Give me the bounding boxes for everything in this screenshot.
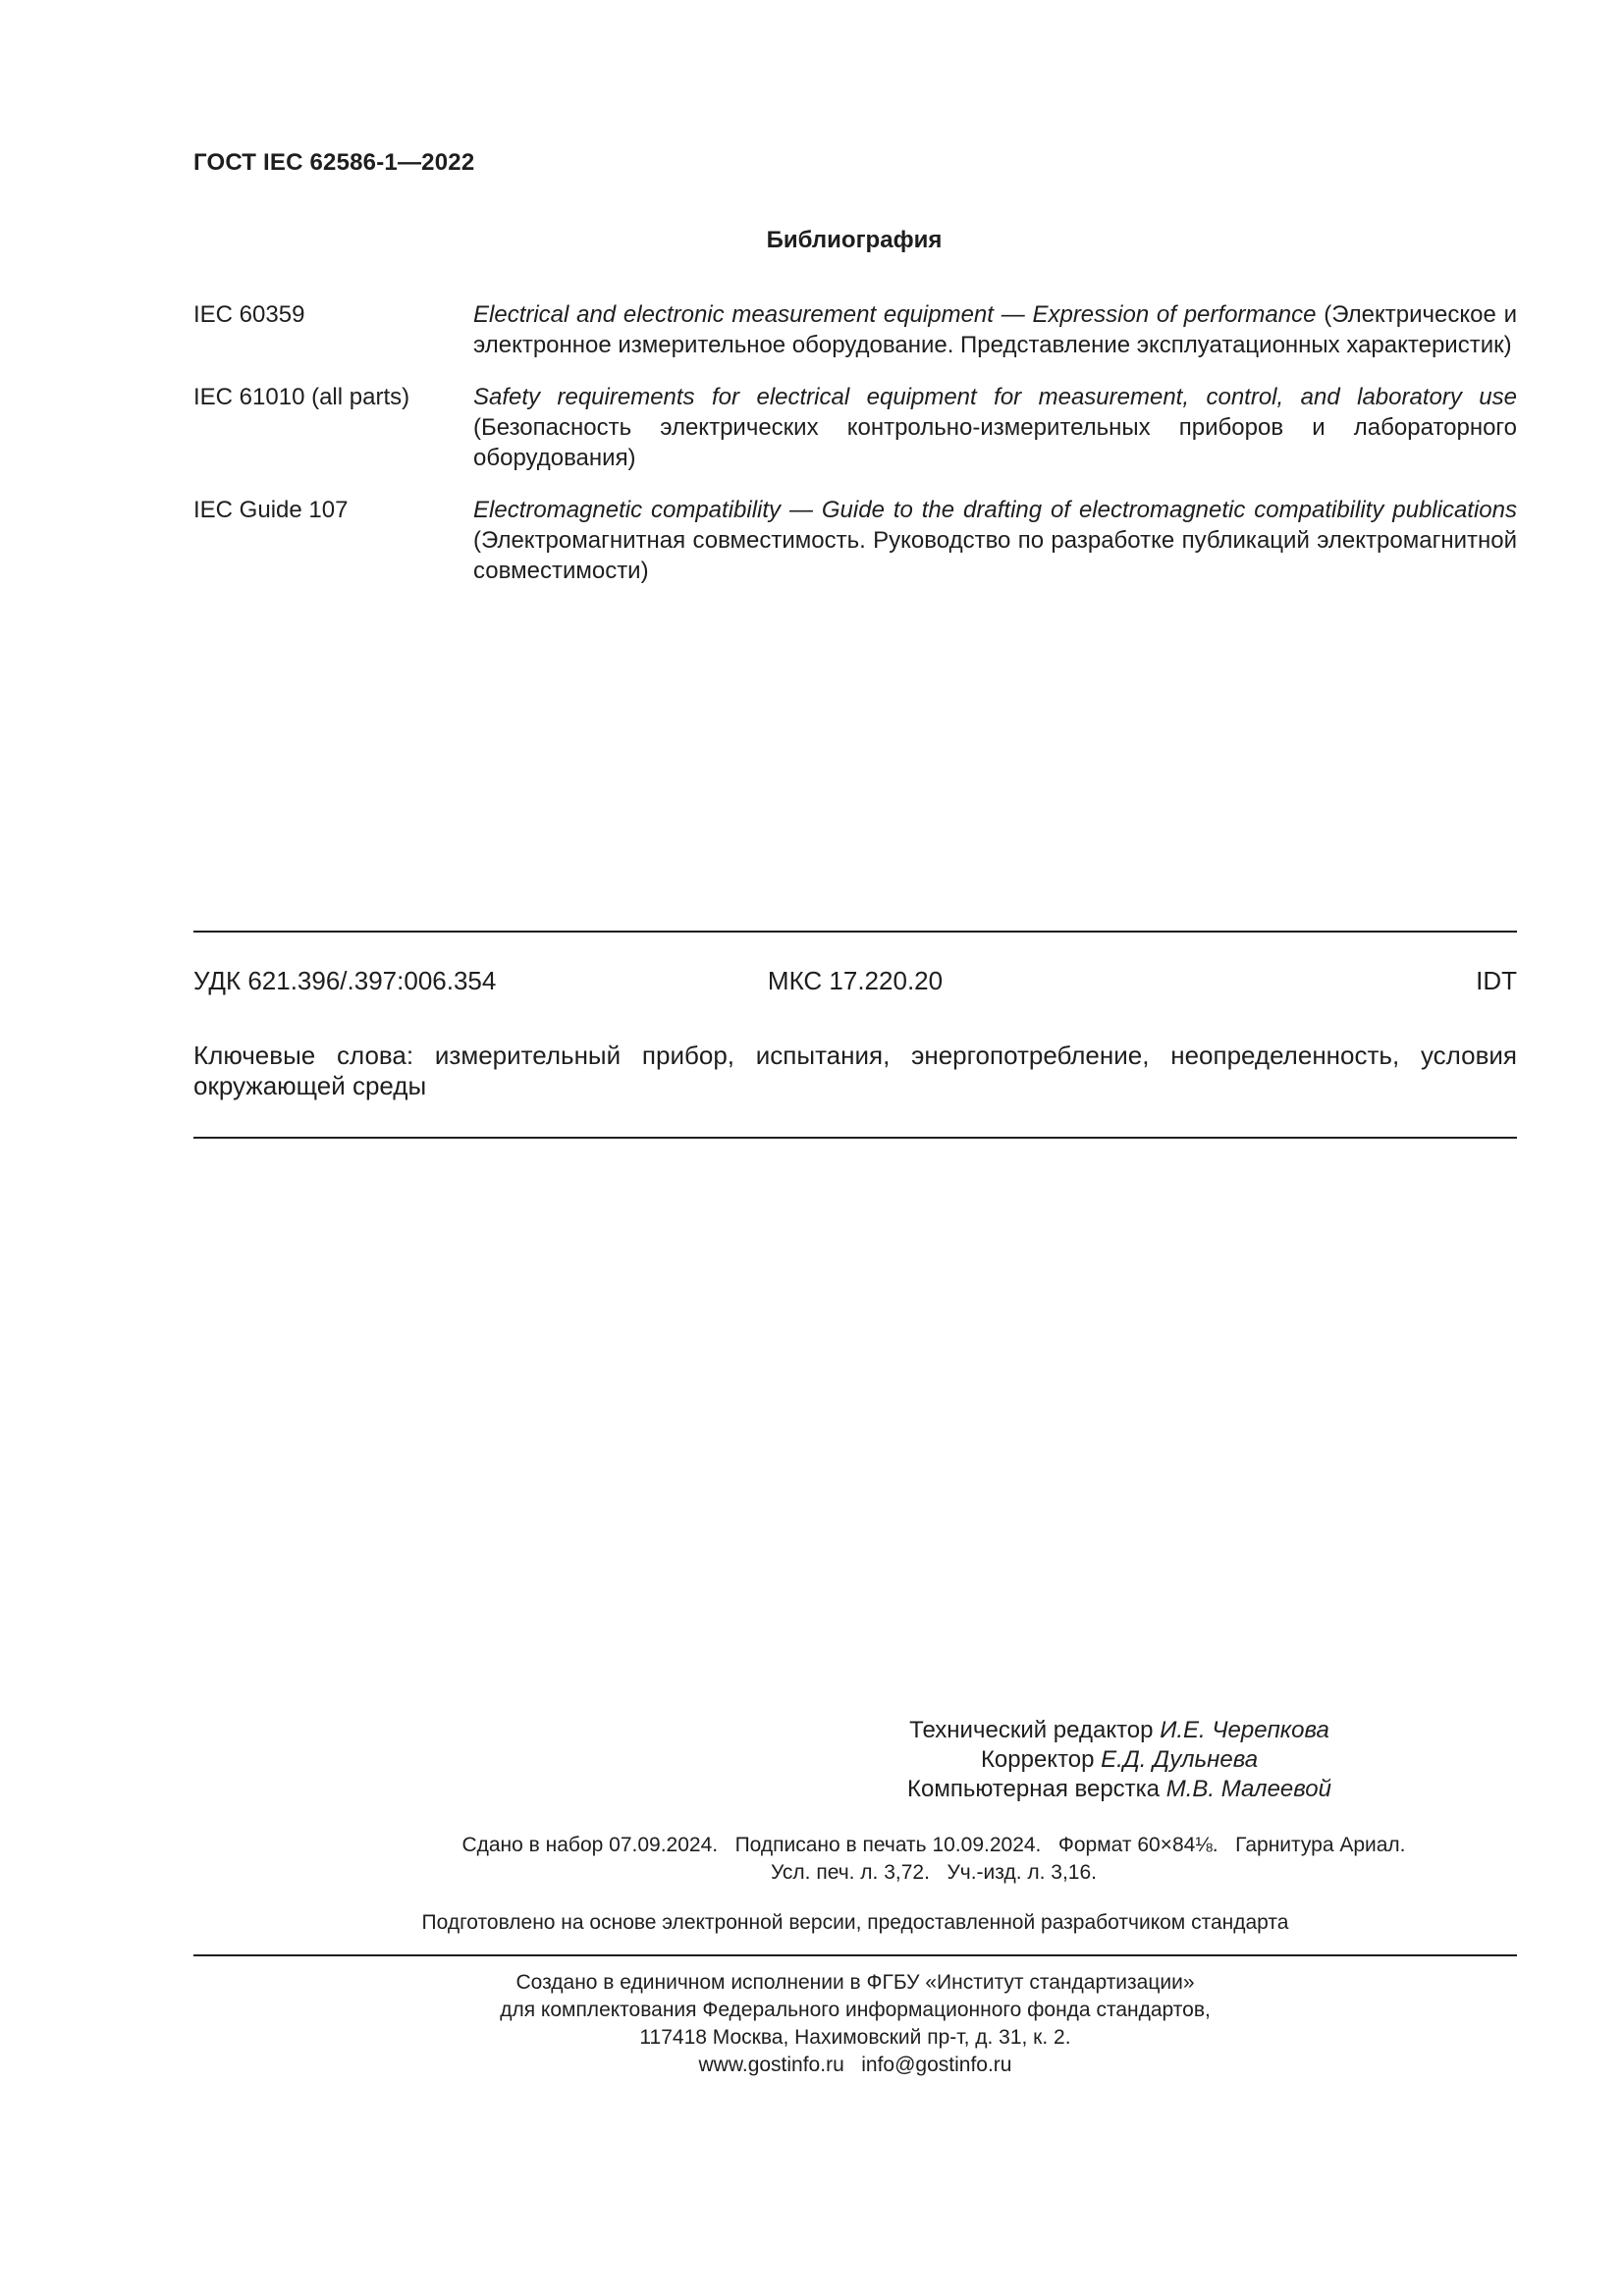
layout-line <box>530 1775 1624 1804</box>
divider-middle <box>193 1137 1517 1139</box>
created-line: 117418 Москва, Нахимовский пр-т, д. 31, к. 2. <box>639 2026 1071 2049</box>
bibliography-ref: IEC 60359 <box>193 301 305 328</box>
bibliography-text <box>473 299 1517 360</box>
created-line: www.gostinfo.ru info@gostinfo.ru <box>698 2054 1012 2076</box>
layout-name: М.В. Малеевой <box>1165 1776 1331 1802</box>
tech-editor-label: Технический редактор <box>909 1717 1154 1743</box>
bibliography-entry <box>193 495 1517 586</box>
tech-editor-line <box>530 1716 1624 1745</box>
bibliography-entry <box>193 299 1517 360</box>
document-code: ГОСТ IEC 62586-1—2022 <box>193 149 475 176</box>
classification-row <box>193 966 1517 999</box>
bibliography-list <box>193 299 1517 608</box>
divider-top <box>193 931 1517 933</box>
udk-code: УДК 621.396/.397:006.354 <box>193 966 497 995</box>
publication-line: Усл. печ. л. 3,72. Уч.-изд. л. 3,16. <box>770 1861 1097 1884</box>
corrector-line <box>530 1745 1624 1775</box>
mks-code: МКС 17.220.20 <box>767 966 944 995</box>
divider-bottom <box>193 1954 1517 1956</box>
bibliography-ref: IEC Guide 107 <box>193 497 349 523</box>
bibliography-text <box>473 382 1517 473</box>
idt-label: IDT <box>1476 966 1517 995</box>
corrector-label: Корректор <box>980 1746 1095 1773</box>
publication-line: Сдано в набор 07.09.2024. Подписано в печать 10.09.2024. Формат 60×84⅛. Гарнитура Ариал. <box>461 1834 1406 1856</box>
created-line: Создано в единичном исполнении в ФГБУ «Институт стандартизации» <box>515 1971 1195 1994</box>
bibliography-title-en: Electromagnetic compatibility — Guide to the drafting of electromagnetic compatibility publications <box>473 497 1517 523</box>
bibliography-title-ru: (Безопасность электрических контрольно-измерительных приборов и лабораторного оборудования) <box>473 414 1517 471</box>
bibliography-title-ru: (Электрическое и электронное измерительное оборудование. Представление эксплуатационных характеристик) <box>473 301 1518 358</box>
bibliography-text <box>473 495 1517 586</box>
corrector-name: Е.Д. Дульнева <box>1101 1746 1259 1773</box>
publication-info <box>193 1832 1517 1887</box>
layout-label: Компьютерная верстка <box>907 1776 1161 1802</box>
bibliography-title-en: Safety requirements for electrical equipment for measurement, control, and laboratory use <box>473 384 1517 410</box>
bibliography-ref: IEC 61010 (all parts) <box>193 384 410 410</box>
bibliography-title-en: Electrical and electronic measurement equipment — Expression of performance <box>473 301 1317 328</box>
prepared-note: Подготовлено на основе электронной версии, предоставленной разработчиком стандарта <box>421 1911 1289 1934</box>
keywords: Ключевые слова: измерительный прибор, испытания, энергопотребление, неопределенность, условия окружающей среды <box>193 1041 1517 1100</box>
created-info <box>193 1969 1517 2079</box>
created-line: для комплектования Федерального информационного фонда стандартов, <box>500 1999 1211 2021</box>
bibliography-entry <box>193 382 1517 473</box>
tech-editor-name: И.Е. Черепкова <box>1160 1717 1329 1743</box>
credits-block <box>530 1716 1624 1804</box>
bibliography-title-ru: (Электромагнитная совместимость. Руководство по разработке публикаций электромагнитной совместимости) <box>473 527 1517 584</box>
bibliography-heading: Библиография <box>766 227 943 253</box>
